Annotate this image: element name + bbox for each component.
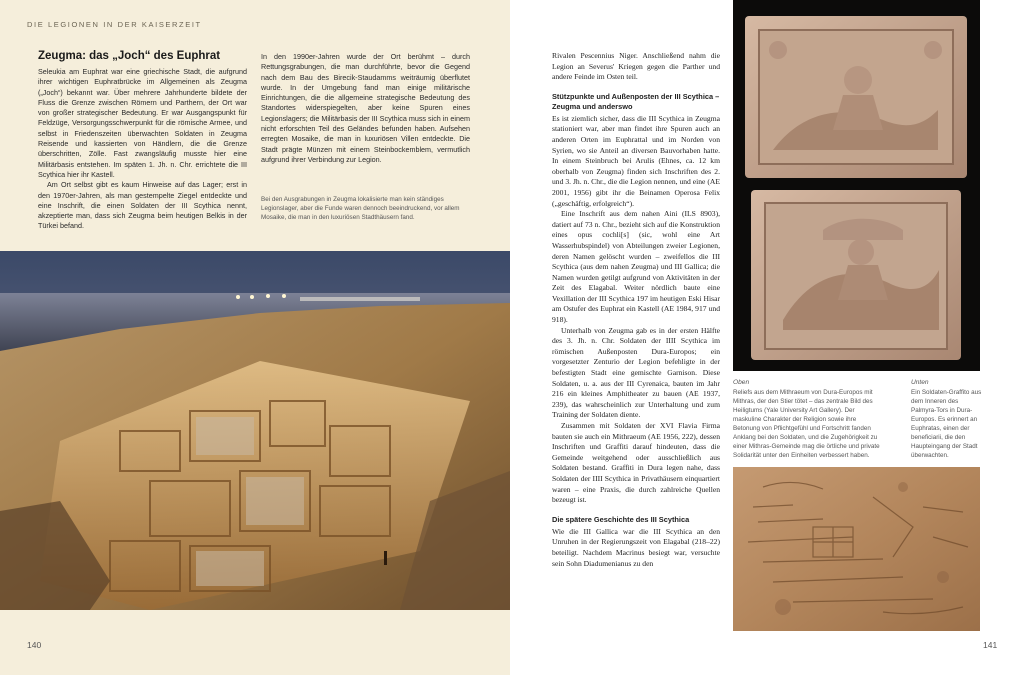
page-number-left: 140 bbox=[27, 640, 42, 650]
page-number-right: 141 bbox=[983, 640, 998, 650]
body-paragraph: Unterhalb von Zeugma gab es in der ersten Hälfte des 3. Jh. n. Chr. Soldaten der IIII Scythica im römischen Außenposten Dura-Europos; ein vorgesetzter Zenturio der Legion befehligte in der befestigten Stadt eine gemischte Garnison. Diese Soldaten, u. a. aus der III Cyrenaica, bauten im Jahr 216 ein kleines Amphitheater zu bauen (AE 1937, 239), das wahrscheinlich zur Unterhaltung und zum Training der Soldaten diente. bbox=[552, 325, 720, 420]
body-paragraph: Zusammen mit Soldaten der XVI Flavia Firma bauten sie auch ein Mithraeum (AE 1956, 222), dessen Inschriften und Graffiti darauf hindeuten, dass die Gemeinde weitgehend oder ausschließlich aus Soldaten bestand. Graffiti in Dura legen nahe, dass Soldaten der IIII Scythica in Privathäusern einquartiert waren – eine Praxis, die durch zahlreiche Quellen bezeugt ist. bbox=[552, 421, 720, 505]
caption-label-top: Oben bbox=[733, 379, 750, 386]
mithras-reliefs-photo bbox=[733, 0, 980, 371]
body-paragraph: Eine Inschrift aus dem nahen Aini (ILS 8903), datiert auf 73 n. Chr., bezieht sich auf die Konstruktion eines opus cochli[s] (sic, wohl eine Art Wasserhubspindel) von Abteilungen zweier Legionen, deren Namen gelöscht wurden – zweifellos die III Scythica (aus dem nahen Zeugma) und III Gallica; die Namen wurden getilgt aufgrund von Aktivitäten in der Zeit des Elagabal. Weiter nördlich baute eine Vexillation der III Scythica 197 im heutigen Eski Hisar am Ostufer des Euphrat ein Kastell (AE 1984, 917 und 918). bbox=[552, 209, 720, 325]
zeugma-excavation-photo bbox=[0, 251, 510, 610]
box-paragraph: In den 1990er-Jahren wurde der Ort berühmt – durch Rettungsgrabungen, die man durchführte, bevor die Gegend nach dem Bau des Birecik-Staudamms weiträumig überflutet wurde. In der Umgebung fand man einige militärische Einrichtungen, die die allgemeine strategische Bedeutung des Standortes widerspiegelten, aber keine Spuren eines Legionslagers; die Militärbasis der III Scythica muss sich in einem nicht erforschten Teil des Geländes befunden haben. Aufsehen erregten Mosaike, die man in luxuriösen Villen entdeckte. Die Stadt prägte Münzen mit einem Steinbockemblem, vermutlich aufgrund ihrer Verbindung zur Legion. bbox=[261, 52, 470, 164]
graffito-caption bbox=[911, 378, 983, 460]
body-paragraph: Es ist ziemlich sicher, dass die III Scythica in Zeugma stationiert war, aber man findet ihre Spuren auch an anderen Orten im Euphrattal und im Norden von Syrien, wo sie Anteil an diversen Bauvorhaben hatte. In einem Steinbruch bei Arulis (Ehnes, ca. 12 km oberhalb von Zeugma) finden sich Inschriften des 2. und 3. Jh. n. Chr., die die Legion nennen, und eine (AE 2001, 1956) gibt ihr die Beinamen Operosa Felix („geschäftig, erfolgreich“). bbox=[552, 113, 720, 208]
running-head: DIE LEGIONEN IN DER KAISERZEIT bbox=[27, 20, 202, 29]
box-text-column-1 bbox=[38, 67, 247, 232]
section-heading: Stützpunkte und Außenposten der III Scythica – Zeugma und anderswo bbox=[552, 91, 720, 111]
box-text-column-2 bbox=[261, 52, 470, 165]
caption-text: Ein Soldaten-Graffito aus dem Inneren des Palmyra-Tors in Dura-Europos. Es erinnert an Euphratas, einen der beneficiarii, die den Haupteingang der Stadt überwachten. bbox=[911, 389, 982, 459]
body-paragraph: Rivalen Pescennius Niger. Anschließend nahm die Legion an Severus' Kriegen gegen die Parther und andere Feinde im Osten teil. bbox=[552, 51, 720, 82]
soldier-graffito-photo bbox=[733, 467, 980, 631]
box-title: Zeugma: das „Joch“ des Euphrat bbox=[38, 50, 221, 62]
mithras-relief-caption bbox=[733, 378, 883, 460]
box-paragraph: Am Ort selbst gibt es kaum Hinweise auf das Lager; erst in den 1970er-Jahren, als man gestempelte Ziegel entdeckte und eine Inschrift, die einen Soldaten der III Scythica nennt, akzeptierte man, dass sich Zeugma beim heutigen Belkis in der Türkei befand. bbox=[38, 180, 247, 231]
body-paragraph: Wie die III Gallica war die III Scythica an den Unruhen in der Regierungszeit von Elagabal (218–22) beteiligt. Nachdem Macrinus besiegt war, versuchte sein Sohn Diadumenianus zu den bbox=[552, 526, 720, 568]
zeugma-photo-caption: Bei den Ausgrabungen in Zeugma lokalisierte man kein ständiges Legionslager, aber die Funde waren dennoch beeindruckend, vor allem Mosaike, die man in den luxuriösen Stadthäusern fand. bbox=[261, 196, 460, 221]
caption-label-bottom: Unten bbox=[911, 379, 929, 386]
section-heading: Die spätere Geschichte des III Scythica bbox=[552, 514, 690, 524]
box-paragraph: Seleukia am Euphrat war eine griechische Stadt, die aufgrund ihrer wichtigen Euphratbrücke im Allgemeinen als Zeugma („Joch“) bekannt war. Über mehrere Jahrhunderte bildete der Fluss die Grenze zwischen Römern und Parthern, der Ort war von großer strategischer Bedeutung. Er war Ausgangspunkt für Feldzüge, Versorgungsschwerpunkt für die römische Armee, und selbst in Friedenszeiten überwachten Soldaten in Zeugma Reisende und kassierten von Händlern, die die Grenze überschritten, Zölle. Fast zwangsläufig musste hier eine Militärbasis entstehen. Im späten 1. Jh. n. Chr. errichtete die III Scythica hier ihr Kastell. bbox=[38, 67, 247, 179]
main-text-column bbox=[552, 51, 720, 569]
caption-text: Reliefs aus dem Mithraeum von Dura-Europos mit Mithras, der den Stier tötet – das zentrale Bild des Heiligtums (Yale University Art Gallery). Der maskuline Charakter der Religion sowie ihre Betonung von Pflichtgefühl und Fortschritt fanden Anklang bei den Soldaten, und die Zugehörigkeit zu einer Mithras-Gemeinde mag die örtliche und private Solidarität unter den Einheiten verbessert haben. bbox=[733, 389, 880, 459]
